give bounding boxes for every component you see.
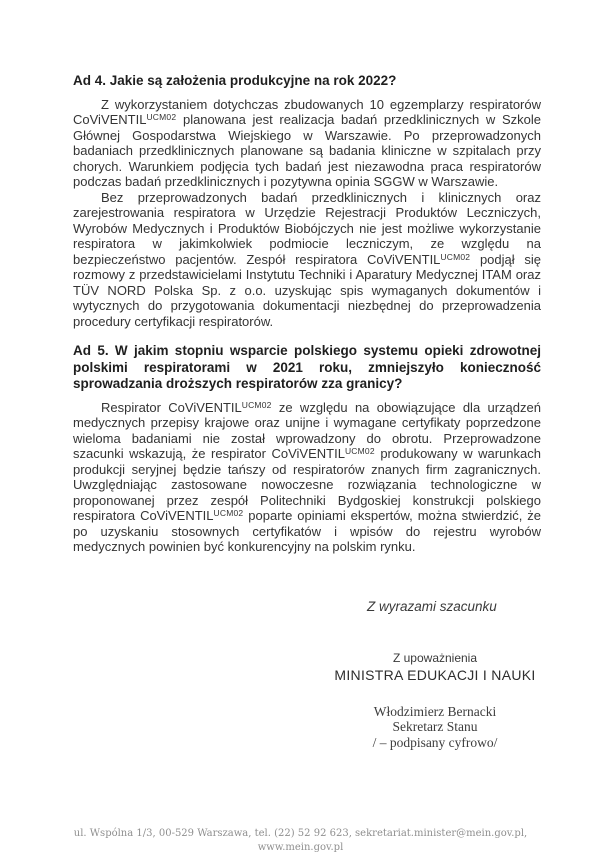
signature-block <box>305 651 565 751</box>
closing-salutation: Z wyrazami szacunku <box>367 598 497 614</box>
signature-authorization: Z upoważnienia <box>392 650 478 665</box>
footer-website: www.mein.gov.pl <box>257 841 344 853</box>
section-ad4-paragraph-2: Bez przeprowadzonych badań przedklinicznych i klinicznych oraz zarejestrowania respiratora w Urzędzie Rejestracji Produktów Leczniczych, Wyrobów Medycznych i Produktów Biobójczych nie jest możliwe wykorzystanie respiratora w jakimkolwiek podmiocie leczniczym, ze względu na bezpieczeństwo pacjentów. Zespół respiratora CoViVENTIL$^{UCM02}$ podjął się rozmowy z przedstawicielami Instytutu Techniki i Aparatury Medycznej ITAM oraz TÜV NORD Polska Sp. z o.o. uzyskując spis wymaganych dokumentów i wytycznych do przygotowania dokumentacji niezbędnej do przeprowadzenia procedury certyfikacji respiratorów. <box>73 189 541 329</box>
signatory-title: Sekretarz Stanu <box>392 719 478 735</box>
section-ad5-heading: Ad 5. W jakim stopniu wsparcie polskiego systemu opieki zdrowotnej polskimi respiratorami w 2021 roku, zmniejszyło konieczność sprowadzania droższych respiratorów zza granicy? <box>73 343 541 392</box>
section-ad4 <box>73 73 541 329</box>
section-ad4-heading: Ad 4. Jakie są założenia produkcyjne na rok 2022? <box>73 73 397 88</box>
footer-address-line: ul. Wspólna 1/3, 00-529 Warszawa, tel. (22) 52 92 623, sekretariat.minister@mein.gov.pl, <box>73 828 528 839</box>
signatory-name: Włodzimierz Bernacki <box>373 703 497 719</box>
letter-body <box>73 73 541 750</box>
section-ad4-paragraph-1: Z wykorzystaniem dotychczas zbudowanych 10 egzemplarzy respiratorów CoViVENTIL$^{UCM02}$ planowana jest realizacja badań przedklinicznych w Szkole Głównej Gospodarstwa Wiejskiego w Warszawie. Po przeprowadzonych badaniach przedklinicznych planowane są badania kliniczne w szpitalach przy chorych. Warunkiem podjęcia tych badań jest niezawodna praca respiratorów podczas badań przedklinicznych i pozytywna opinia SGGW w Warszawie. <box>73 96 541 190</box>
page-footer <box>0 827 601 854</box>
section-ad5 <box>73 343 541 555</box>
signature-authority: MINISTRA EDUKACJI I NAUKI <box>334 666 536 683</box>
digital-signature-note: / – podpisany cyfrowo/ <box>372 734 498 750</box>
section-ad5-paragraph-1: Respirator CoViVENTIL$^{UCM02}$ ze względu na obowiązujące dla urządzeń medycznych przepisy krajowe oraz unijne i wymagane certyfikaty poprzedzone wieloma badaniami nie został wprowadzony do obrotu. Przeprowadzone szacunki wskazują, że respirator CoViVENTIL$^{UCM02}$ produkowany w warunkach produkcji seryjnej będzie tańszy od respiratorów znanych firm zagranicznych. Uwzględniając zastosowane nowoczesne rozwiązania technologiczne w proponowanej przez zespół Politechniki Bydgoskiej konstrukcji polskiego respiratora CoViVENTIL$^{UCM02}$ poparte opiniami ekspertów, można stwierdzić, że po uzyskaniu stosownych certyfikatów i wpisów do rejestru wyrobów medycznych powinien być konkurencyjny na polskim rynku. <box>73 399 541 555</box>
signatory-block <box>305 704 565 751</box>
